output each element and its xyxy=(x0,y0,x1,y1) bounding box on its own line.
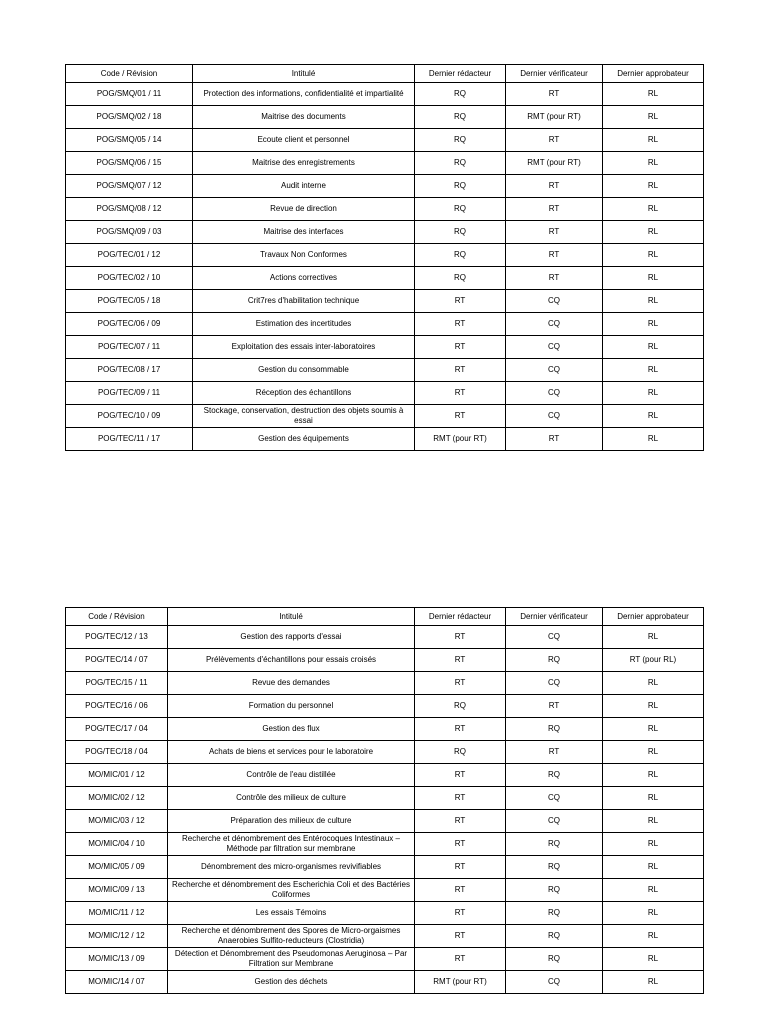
cell-dernier-approbateur: RL xyxy=(603,787,704,810)
cell-dernier-redacteur: RQ xyxy=(415,244,506,267)
cell-dernier-approbateur: RL xyxy=(603,925,704,948)
cell-dernier-approbateur: RL xyxy=(603,405,704,428)
cell-code-revision: MO/MIC/03 / 12 xyxy=(66,810,168,833)
cell-dernier-approbateur: RL xyxy=(603,856,704,879)
cell-dernier-verificateur: RT xyxy=(506,428,603,451)
column-header-intitule: Intitulé xyxy=(193,65,415,83)
table-row xyxy=(66,428,704,451)
table-header xyxy=(66,65,704,83)
cell-dernier-approbateur: RL xyxy=(603,741,704,764)
table-row xyxy=(66,948,704,971)
cell-dernier-verificateur: CQ xyxy=(506,405,603,428)
cell-dernier-verificateur: RT xyxy=(506,129,603,152)
cell-intitule: Travaux Non Conformes xyxy=(193,244,415,267)
cell-dernier-verificateur: RQ xyxy=(506,856,603,879)
cell-dernier-redacteur: RQ xyxy=(415,267,506,290)
cell-code-revision: POG/SMQ/01 / 11 xyxy=(66,83,193,106)
cell-code-revision: MO/MIC/02 / 12 xyxy=(66,787,168,810)
cell-dernier-verificateur: RT xyxy=(506,244,603,267)
cell-intitule: Gestion du consommable xyxy=(193,359,415,382)
cell-dernier-verificateur: CQ xyxy=(506,382,603,405)
cell-intitule: Maitrise des enregistrements xyxy=(193,152,415,175)
cell-code-revision: MO/MIC/13 / 09 xyxy=(66,948,168,971)
cell-dernier-approbateur: RL xyxy=(603,764,704,787)
cell-code-revision: POG/TEC/08 / 17 xyxy=(66,359,193,382)
cell-dernier-verificateur: RMT (pour RT) xyxy=(506,106,603,129)
cell-code-revision: POG/TEC/12 / 13 xyxy=(66,626,168,649)
cell-dernier-approbateur: RL xyxy=(603,152,704,175)
cell-code-revision: POG/TEC/02 / 10 xyxy=(66,267,193,290)
cell-intitule: Stockage, conservation, destruction des objets soumis à essai xyxy=(193,405,415,428)
cell-dernier-redacteur: RT xyxy=(415,359,506,382)
cell-intitule: Revue des demandes xyxy=(168,672,415,695)
cell-dernier-approbateur: RL xyxy=(603,382,704,405)
cell-intitule: Les essais Témoins xyxy=(168,902,415,925)
cell-intitule: Préparation des milieux de culture xyxy=(168,810,415,833)
table-row xyxy=(66,672,704,695)
cell-dernier-approbateur: RL xyxy=(603,198,704,221)
cell-intitule: Prélèvements d'échantillons pour essais croisés xyxy=(168,649,415,672)
cell-dernier-approbateur: RL xyxy=(603,129,704,152)
cell-dernier-approbateur: RT (pour RL) xyxy=(603,649,704,672)
cell-code-revision: MO/MIC/04 / 10 xyxy=(66,833,168,856)
cell-dernier-approbateur: RL xyxy=(603,810,704,833)
column-header-dernier-redacteur: Dernier rédacteur xyxy=(415,608,506,626)
cell-dernier-redacteur: RT xyxy=(415,833,506,856)
cell-dernier-approbateur: RL xyxy=(603,359,704,382)
cell-dernier-redacteur: RQ xyxy=(415,83,506,106)
table-row xyxy=(66,902,704,925)
cell-dernier-redacteur: RT xyxy=(415,626,506,649)
column-header-dernier-verificateur: Dernier vérificateur xyxy=(506,65,603,83)
cell-dernier-redacteur: RT xyxy=(415,925,506,948)
cell-dernier-verificateur: RT xyxy=(506,267,603,290)
table-row xyxy=(66,649,704,672)
cell-dernier-verificateur: RQ xyxy=(506,764,603,787)
cell-dernier-approbateur: RL xyxy=(603,718,704,741)
cell-intitule: Recherche et dénombrement des Spores de Micro-orgaismes Anaerobies Sulfito-reducteurs (Clostridia) xyxy=(168,925,415,948)
cell-dernier-verificateur: RQ xyxy=(506,925,603,948)
cell-dernier-verificateur: RQ xyxy=(506,879,603,902)
cell-code-revision: POG/TEC/18 / 04 xyxy=(66,741,168,764)
cell-intitule: Exploitation des essais inter-laboratoires xyxy=(193,336,415,359)
cell-dernier-approbateur: RL xyxy=(603,221,704,244)
cell-dernier-verificateur: RMT (pour RT) xyxy=(506,152,603,175)
cell-code-revision: POG/SMQ/09 / 03 xyxy=(66,221,193,244)
cell-dernier-verificateur: CQ xyxy=(506,313,603,336)
cell-code-revision: POG/TEC/05 / 18 xyxy=(66,290,193,313)
cell-dernier-approbateur: RL xyxy=(603,948,704,971)
procedures-table-1 xyxy=(65,64,704,451)
cell-code-revision: MO/MIC/12 / 12 xyxy=(66,925,168,948)
cell-dernier-verificateur: RT xyxy=(506,221,603,244)
cell-dernier-verificateur: RT xyxy=(506,695,603,718)
cell-dernier-verificateur: RT xyxy=(506,83,603,106)
cell-dernier-verificateur: CQ xyxy=(506,336,603,359)
cell-dernier-redacteur: RQ xyxy=(415,695,506,718)
header-row xyxy=(66,608,704,626)
cell-intitule: Gestion des flux xyxy=(168,718,415,741)
cell-code-revision: MO/MIC/01 / 12 xyxy=(66,764,168,787)
cell-intitule: Formation du personnel xyxy=(168,695,415,718)
table-row xyxy=(66,106,704,129)
cell-dernier-verificateur: CQ xyxy=(506,359,603,382)
cell-dernier-redacteur: RQ xyxy=(415,129,506,152)
cell-code-revision: POG/TEC/17 / 04 xyxy=(66,718,168,741)
cell-dernier-redacteur: RT xyxy=(415,718,506,741)
cell-dernier-approbateur: RL xyxy=(603,695,704,718)
cell-dernier-redacteur: RT xyxy=(415,336,506,359)
cell-dernier-verificateur: RT xyxy=(506,175,603,198)
column-header-dernier-approbateur: Dernier approbateur xyxy=(603,608,704,626)
cell-intitule: Audit interne xyxy=(193,175,415,198)
table-row xyxy=(66,83,704,106)
cell-dernier-approbateur: RL xyxy=(603,833,704,856)
table-row xyxy=(66,405,704,428)
cell-dernier-approbateur: RL xyxy=(603,879,704,902)
cell-dernier-approbateur: RL xyxy=(603,175,704,198)
cell-code-revision: POG/TEC/11 / 17 xyxy=(66,428,193,451)
cell-dernier-verificateur: RQ xyxy=(506,649,603,672)
cell-dernier-redacteur: RQ xyxy=(415,221,506,244)
table-row xyxy=(66,244,704,267)
cell-dernier-verificateur: RT xyxy=(506,741,603,764)
cell-dernier-redacteur: RT xyxy=(415,672,506,695)
procedures-table-2 xyxy=(65,607,704,994)
table-row xyxy=(66,787,704,810)
table-row xyxy=(66,856,704,879)
cell-dernier-approbateur: RL xyxy=(603,83,704,106)
table-row xyxy=(66,810,704,833)
table-row xyxy=(66,764,704,787)
table-row xyxy=(66,152,704,175)
cell-dernier-redacteur: RT xyxy=(415,948,506,971)
cell-dernier-redacteur: RT xyxy=(415,313,506,336)
cell-dernier-verificateur: CQ xyxy=(506,971,603,994)
cell-dernier-verificateur: RQ xyxy=(506,902,603,925)
cell-intitule: Gestion des rapports d'essai xyxy=(168,626,415,649)
cell-code-revision: POG/SMQ/05 / 14 xyxy=(66,129,193,152)
cell-code-revision: POG/SMQ/07 / 12 xyxy=(66,175,193,198)
cell-dernier-redacteur: RT xyxy=(415,405,506,428)
cell-code-revision: MO/MIC/11 / 12 xyxy=(66,902,168,925)
cell-intitule: Maitrise des documents xyxy=(193,106,415,129)
cell-code-revision: POG/TEC/07 / 11 xyxy=(66,336,193,359)
table-row xyxy=(66,833,704,856)
table-body xyxy=(66,626,704,994)
cell-dernier-redacteur: RMT (pour RT) xyxy=(415,428,506,451)
cell-dernier-redacteur: RQ xyxy=(415,741,506,764)
cell-intitule: Réception des échantillons xyxy=(193,382,415,405)
table-row xyxy=(66,971,704,994)
cell-dernier-verificateur: CQ xyxy=(506,787,603,810)
cell-dernier-verificateur: CQ xyxy=(506,290,603,313)
table-row xyxy=(66,290,704,313)
cell-dernier-redacteur: RQ xyxy=(415,198,506,221)
table-row xyxy=(66,925,704,948)
cell-intitule: Recherche et dénombrement des Entérocoques Intestinaux – Méthode par filtration sur membrane xyxy=(168,833,415,856)
cell-dernier-approbateur: RL xyxy=(603,672,704,695)
cell-dernier-verificateur: RT xyxy=(506,198,603,221)
cell-intitule: Détection et Dénombrement des Pseudomonas Aeruginosa – Par Filtration sur Membrane xyxy=(168,948,415,971)
cell-dernier-approbateur: RL xyxy=(603,971,704,994)
cell-dernier-approbateur: RL xyxy=(603,267,704,290)
cell-code-revision: POG/TEC/14 / 07 xyxy=(66,649,168,672)
cell-dernier-verificateur: RQ xyxy=(506,833,603,856)
cell-intitule: Gestion des déchets xyxy=(168,971,415,994)
cell-dernier-approbateur: RL xyxy=(603,626,704,649)
column-header-dernier-verificateur: Dernier vérificateur xyxy=(506,608,603,626)
cell-code-revision: POG/SMQ/08 / 12 xyxy=(66,198,193,221)
table-row xyxy=(66,198,704,221)
cell-code-revision: POG/TEC/01 / 12 xyxy=(66,244,193,267)
column-header-dernier-approbateur: Dernier approbateur xyxy=(603,65,704,83)
cell-dernier-redacteur: RT xyxy=(415,649,506,672)
header-row xyxy=(66,65,704,83)
cell-intitule: Contrôle de l'eau distillée xyxy=(168,764,415,787)
cell-dernier-approbateur: RL xyxy=(603,106,704,129)
cell-code-revision: POG/TEC/06 / 09 xyxy=(66,313,193,336)
cell-dernier-redacteur: RT xyxy=(415,810,506,833)
cell-code-revision: POG/TEC/09 / 11 xyxy=(66,382,193,405)
cell-code-revision: POG/TEC/10 / 09 xyxy=(66,405,193,428)
cell-dernier-redacteur: RQ xyxy=(415,175,506,198)
cell-dernier-redacteur: RT xyxy=(415,382,506,405)
cell-intitule: Protection des informations, confidentialité et impartialité xyxy=(193,83,415,106)
cell-intitule: Dénombrement des micro-organismes revivifiables xyxy=(168,856,415,879)
table-row xyxy=(66,313,704,336)
cell-intitule: Ecoute client et personnel xyxy=(193,129,415,152)
cell-dernier-approbateur: RL xyxy=(603,902,704,925)
table-row xyxy=(66,221,704,244)
column-header-code-revision: Code / Révision xyxy=(66,65,193,83)
table-row xyxy=(66,695,704,718)
cell-dernier-verificateur: CQ xyxy=(506,672,603,695)
cell-intitule: Estimation des incertitudes xyxy=(193,313,415,336)
cell-dernier-redacteur: RT xyxy=(415,787,506,810)
cell-dernier-redacteur: RQ xyxy=(415,106,506,129)
column-header-dernier-redacteur: Dernier rédacteur xyxy=(415,65,506,83)
cell-dernier-approbateur: RL xyxy=(603,244,704,267)
table-header xyxy=(66,608,704,626)
cell-intitule: Actions correctives xyxy=(193,267,415,290)
cell-dernier-redacteur: RT xyxy=(415,879,506,902)
cell-code-revision: MO/MIC/14 / 07 xyxy=(66,971,168,994)
cell-dernier-verificateur: CQ xyxy=(506,810,603,833)
cell-code-revision: POG/SMQ/06 / 15 xyxy=(66,152,193,175)
table-row xyxy=(66,382,704,405)
cell-code-revision: POG/TEC/16 / 06 xyxy=(66,695,168,718)
cell-dernier-redacteur: RT xyxy=(415,764,506,787)
cell-dernier-verificateur: RQ xyxy=(506,718,603,741)
table-row xyxy=(66,129,704,152)
cell-intitule: Recherche et dénombrement des Escherichia Coli et des Bactéries Coliformes xyxy=(168,879,415,902)
cell-intitule: Crit7res d'habilitation technique xyxy=(193,290,415,313)
cell-dernier-verificateur: CQ xyxy=(506,626,603,649)
cell-code-revision: MO/MIC/09 / 13 xyxy=(66,879,168,902)
cell-dernier-approbateur: RL xyxy=(603,313,704,336)
table-row xyxy=(66,626,704,649)
column-header-code-revision: Code / Révision xyxy=(66,608,168,626)
table-row xyxy=(66,741,704,764)
cell-dernier-redacteur: RT xyxy=(415,290,506,313)
column-header-intitule: Intitulé xyxy=(168,608,415,626)
table-row xyxy=(66,718,704,741)
table-row xyxy=(66,879,704,902)
cell-code-revision: POG/SMQ/02 / 18 xyxy=(66,106,193,129)
cell-dernier-approbateur: RL xyxy=(603,336,704,359)
cell-dernier-redacteur: RT xyxy=(415,902,506,925)
cell-dernier-verificateur: RQ xyxy=(506,948,603,971)
table-body xyxy=(66,83,704,451)
cell-dernier-redacteur: RQ xyxy=(415,152,506,175)
table-row xyxy=(66,336,704,359)
table-row xyxy=(66,175,704,198)
cell-intitule: Contrôle des milieux de culture xyxy=(168,787,415,810)
cell-dernier-approbateur: RL xyxy=(603,290,704,313)
cell-code-revision: MO/MIC/05 / 09 xyxy=(66,856,168,879)
cell-intitule: Achats de biens et services pour le laboratoire xyxy=(168,741,415,764)
table-row xyxy=(66,359,704,382)
cell-code-revision: POG/TEC/15 / 11 xyxy=(66,672,168,695)
cell-intitule: Revue de direction xyxy=(193,198,415,221)
cell-dernier-redacteur: RMT (pour RT) xyxy=(415,971,506,994)
cell-intitule: Maitrise des interfaces xyxy=(193,221,415,244)
table-row xyxy=(66,267,704,290)
cell-dernier-approbateur: RL xyxy=(603,428,704,451)
cell-intitule: Gestion des équipements xyxy=(193,428,415,451)
cell-dernier-redacteur: RT xyxy=(415,856,506,879)
